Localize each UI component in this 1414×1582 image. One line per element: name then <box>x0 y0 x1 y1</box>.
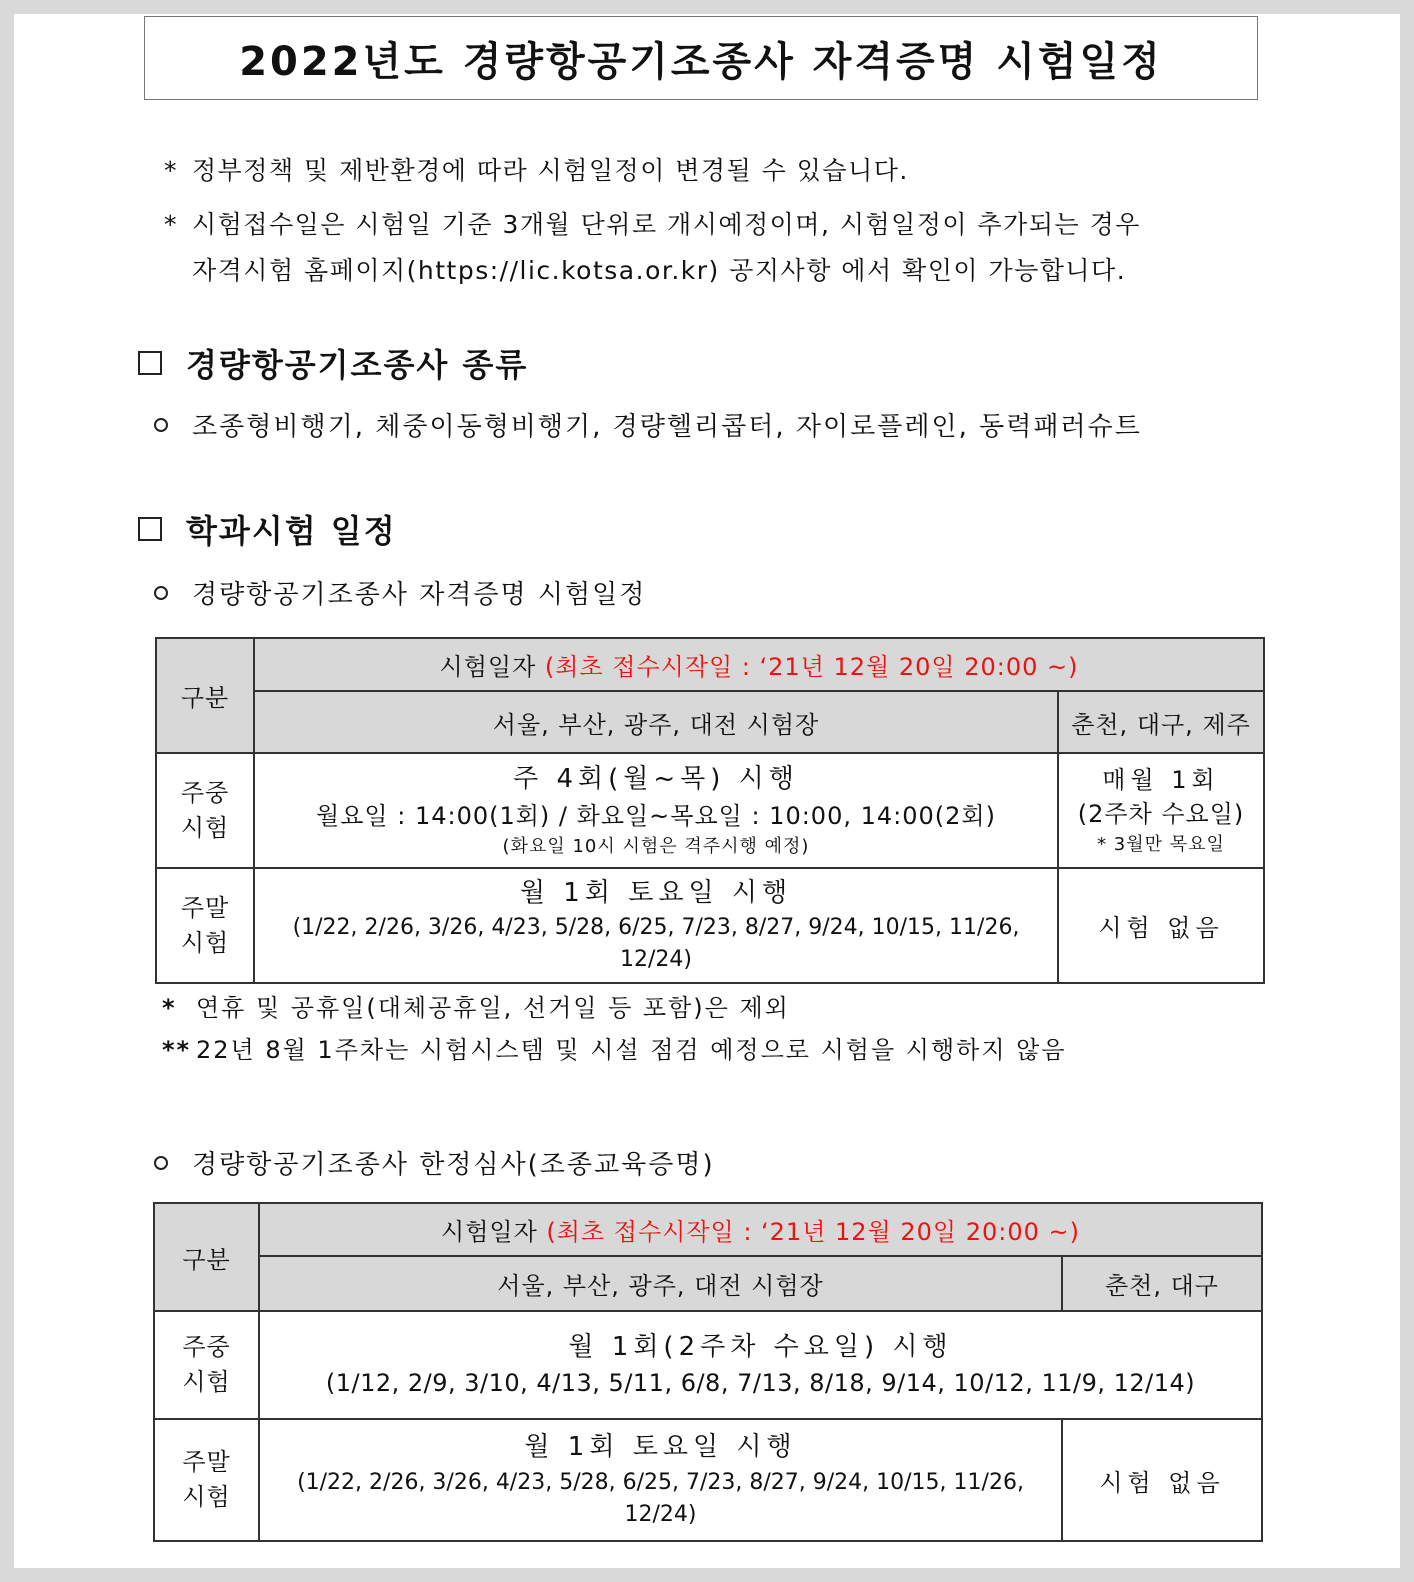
location-a-cell: 서울, 부산, 광주, 대전 시험장 <box>254 691 1058 753</box>
col-label-cell: 구분 <box>156 638 254 753</box>
circle-bullet-icon <box>154 1156 168 1170</box>
sub-heading-text: 경량항공기조종사 한정심사(조종교육증명) <box>192 1150 715 1180</box>
location-b-cell: 춘천, 대구, 제주 <box>1058 691 1264 753</box>
date-header-red: (최초 접수시작일 : ‘21년 12월 20일 20:00 ~) <box>544 653 1079 681</box>
date-header-cell <box>254 638 1264 691</box>
note-1 <box>164 148 909 194</box>
date-header-cell <box>259 1203 1262 1256</box>
date-header-red: (최초 접수시작일 : ‘21년 12월 20일 20:00 ~) <box>546 1218 1080 1246</box>
note-mark: * <box>164 156 178 185</box>
sub-heading-2 <box>154 1144 715 1181</box>
date-header-label: 시험일자 <box>439 653 537 681</box>
checkbox-square-icon <box>138 351 162 375</box>
table-row-weekend <box>154 1419 1262 1541</box>
row-label-weekday: 주중 시험 <box>156 753 254 868</box>
page-title: 2022년도 경량항공기조종사 자격증명 시험일정 <box>144 16 1258 100</box>
sub-heading-1 <box>154 574 646 611</box>
weekday-a-cell: 주 4회(월~목) 시행 월요일 : 14:00(1회) / 화요일~목요일 : 10:00, 14:00(2회) (화요일 10시 시험은 격주시행 예정) <box>254 753 1058 868</box>
note-text: 시험접수일은 시험일 기준 3개월 단위로 개시예정이며, 시험일정이 추가되는 경우 <box>192 210 1141 239</box>
table-row-weekday <box>156 753 1264 868</box>
weekend-b-cell: 시험 없음 <box>1058 868 1264 983</box>
weekend-b-cell: 시험 없음 <box>1062 1419 1262 1541</box>
section-heading-types <box>138 340 528 386</box>
table-row-weekend <box>156 868 1264 983</box>
table-location-row <box>154 1256 1262 1311</box>
footnote-1 <box>162 988 790 1023</box>
checkbox-square-icon <box>138 517 162 541</box>
section-heading-text: 경량항공기조종사 종류 <box>186 346 529 384</box>
note-text-continued: 자격시험 홈페이지(https://lic.kotsa.or.kr) 공지사항 에서 확인이 가능합니다. <box>192 256 1127 285</box>
section-heading-text: 학과시험 일정 <box>186 512 397 550</box>
footnote-2 <box>162 1030 1067 1065</box>
weekday-b-cell: 매월 1회 (2주차 수요일) * 3월만 목요일 <box>1058 753 1264 868</box>
table-row-weekday <box>154 1311 1262 1419</box>
types-item-text: 조종형비행기, 체중이동형비행기, 경량헬리콥터, 자이로플레인, 동력패러슈트 <box>192 412 1142 442</box>
note-mark: * <box>164 210 178 239</box>
row-label-weekend: 주말 시험 <box>154 1419 259 1541</box>
types-item <box>154 406 1142 443</box>
footnote-text: 22년 8월 1주차는 시험시스템 및 시설 점검 예정으로 시험을 시행하지 않음 <box>196 1036 1067 1064</box>
row-label-weekday: 주중 시험 <box>154 1311 259 1419</box>
footnote-mark: ** <box>162 1036 192 1064</box>
schedule-table-2 <box>153 1202 1263 1542</box>
circle-bullet-icon <box>154 418 168 432</box>
footnote-mark: * <box>162 994 177 1022</box>
location-b-cell: 춘천, 대구 <box>1062 1256 1262 1311</box>
note-text: 정부정책 및 제반환경에 따라 시험일정이 변경될 수 있습니다. <box>192 156 909 185</box>
sub-heading-text: 경량항공기조종사 자격증명 시험일정 <box>192 580 647 610</box>
col-label-cell: 구분 <box>154 1203 259 1311</box>
date-header-label: 시험일자 <box>441 1218 538 1246</box>
circle-bullet-icon <box>154 586 168 600</box>
footnote-text: 연휴 및 공휴일(대체공휴일, 선거일 등 포함)은 제외 <box>196 994 790 1022</box>
weekday-cell: 월 1회(2주차 수요일) 시행 (1/12, 2/9, 3/10, 4/13, 5/11, 6/8, 7/13, 8/18, 9/14, 10/12, 11/9, 12/14) <box>259 1311 1262 1419</box>
note-2 <box>164 202 1141 294</box>
table-location-row <box>156 691 1264 753</box>
weekend-a-cell: 월 1회 토요일 시행 (1/22, 2/26, 3/26, 4/23, 5/28, 6/25, 7/23, 8/27, 9/24, 10/15, 11/26, 12/24) <box>254 868 1058 983</box>
weekend-a-cell: 월 1회 토요일 시행 (1/22, 2/26, 3/26, 4/23, 5/28, 6/25, 7/23, 8/27, 9/24, 10/15, 11/26, 12/24) <box>259 1419 1062 1541</box>
table-header-row <box>156 638 1264 691</box>
table-header-row <box>154 1203 1262 1256</box>
document-page <box>14 14 1400 1568</box>
row-label-weekend: 주말 시험 <box>156 868 254 983</box>
location-a-cell: 서울, 부산, 광주, 대전 시험장 <box>259 1256 1062 1311</box>
schedule-table-1 <box>155 637 1265 984</box>
section-heading-schedule <box>138 506 397 552</box>
